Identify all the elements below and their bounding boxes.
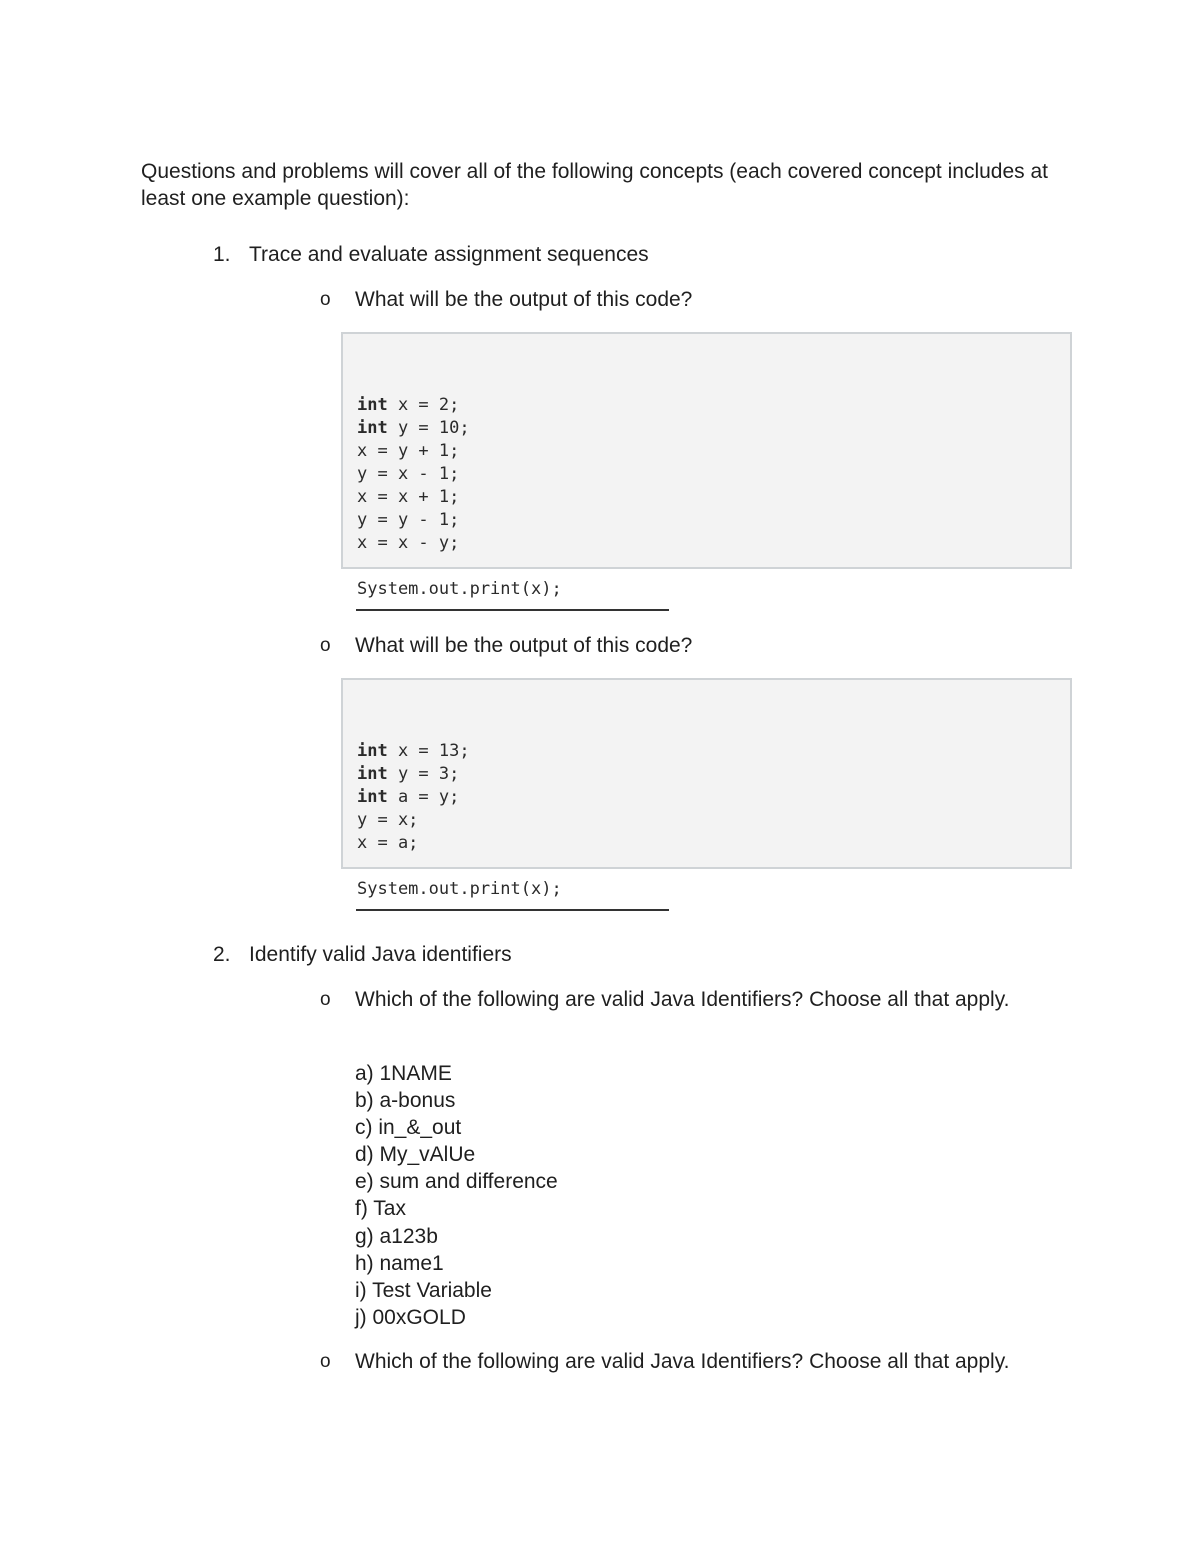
question-text: Which of the following are valid Java Identifiers? Choose all that apply.	[355, 1350, 1010, 1373]
code-block-1	[341, 332, 1072, 599]
code-listing	[357, 348, 562, 647]
option-b[interactable]: b) a-bonus	[355, 1089, 456, 1113]
option-d[interactable]: d) My_vAlUe	[355, 1143, 476, 1167]
section-1-heading	[213, 241, 649, 268]
bullet-marker: o	[320, 635, 331, 656]
intro-paragraph: Questions and problems will cover all of the following concepts (each covered concept includes at least one example question):	[141, 160, 1048, 210]
code-line: int y = 3;	[357, 764, 460, 784]
section-title: Identify valid Java identifiers	[249, 943, 512, 966]
code-line: int x = 13;	[357, 741, 470, 761]
section-title: Trace and evaluate assignment sequences	[249, 243, 649, 266]
option-h[interactable]: h) name1	[355, 1251, 444, 1275]
code-keyword: int	[357, 395, 388, 415]
code-line: x = a;	[357, 833, 419, 853]
code-line	[357, 555, 562, 578]
section-2-heading	[213, 941, 512, 968]
code-line: int a = y;	[357, 787, 460, 807]
question-text: Which of the following are valid Java Identifiers? Choose all that apply.	[355, 988, 1010, 1011]
option-c[interactable]: c) in_&_out	[355, 1116, 462, 1140]
option-a[interactable]: a) 1NAME	[355, 1062, 452, 1085]
code-line: System.out.print(x);	[357, 879, 562, 899]
answer-blank-1[interactable]	[356, 609, 669, 611]
code-keyword: int	[357, 764, 388, 784]
question-text: What will be the output of this code?	[355, 634, 693, 657]
bullet-marker: o	[320, 1351, 331, 1372]
code-line: x = x + 1;	[357, 487, 460, 507]
bullet-marker: o	[320, 289, 331, 310]
code-keyword: int	[357, 418, 388, 438]
option-f[interactable]: f) Tax	[355, 1197, 406, 1221]
option-j[interactable]: j) 00xGOLD	[355, 1305, 466, 1329]
answer-options	[355, 1060, 558, 1331]
option-i[interactable]: i) Test Variable	[355, 1278, 492, 1302]
section-number: 1.	[213, 243, 231, 266]
option-e[interactable]: e) sum and difference	[355, 1170, 558, 1194]
code-line	[357, 855, 562, 878]
bullet-marker: o	[320, 989, 331, 1010]
section-number: 2.	[213, 943, 231, 966]
code-line: y = x;	[357, 810, 419, 830]
code-line: int y = 10;	[357, 418, 470, 438]
question-text: What will be the output of this code?	[355, 288, 693, 311]
code-block-2	[341, 678, 1072, 899]
code-line: int x = 2;	[357, 395, 460, 415]
code-line: y = y - 1;	[357, 510, 460, 530]
option-g[interactable]: g) a123b	[355, 1224, 438, 1248]
code-keyword: int	[357, 741, 388, 761]
code-line: y = x - 1;	[357, 464, 460, 484]
code-line: x = y + 1;	[357, 441, 460, 461]
answer-blank-2[interactable]	[356, 909, 669, 911]
code-line: System.out.print(x);	[357, 579, 562, 599]
code-keyword: int	[357, 787, 388, 807]
code-line: x = x - y;	[357, 533, 460, 553]
